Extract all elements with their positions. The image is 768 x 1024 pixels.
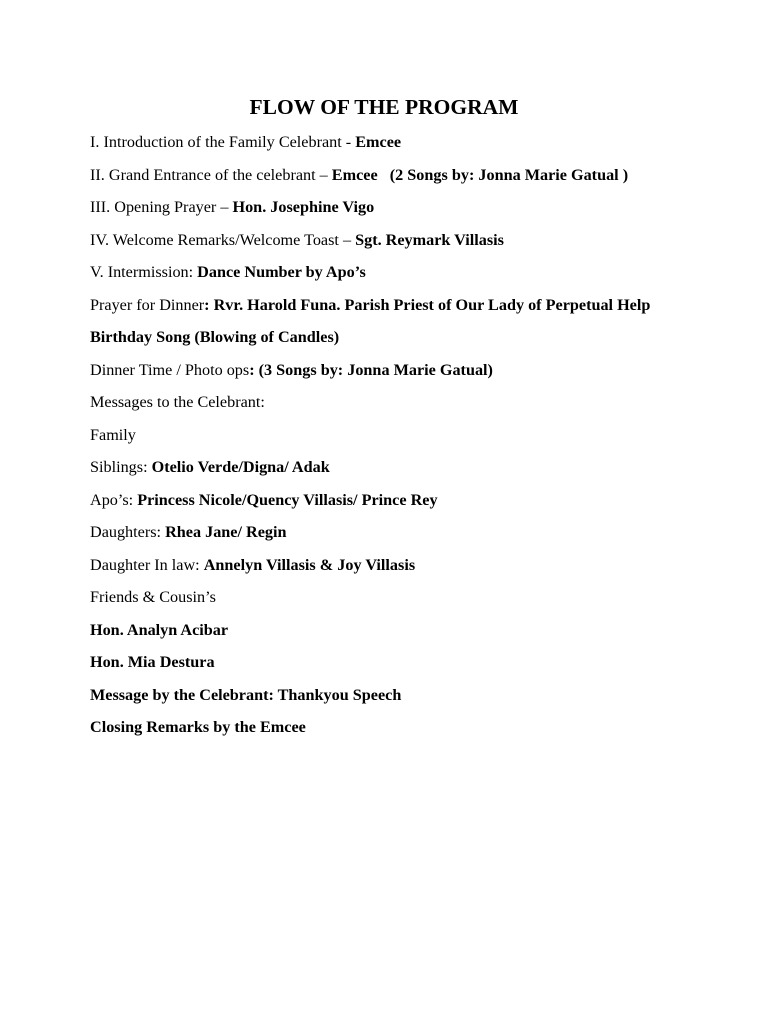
program-item-dinner-time	[90, 359, 690, 381]
item-text: Prayer for Dinner	[90, 295, 205, 314]
item-emphasis: Otelio Verde/Digna/ Adak	[151, 458, 330, 476]
program-item-birthday-song	[90, 326, 690, 348]
item-text: Daughters:	[90, 523, 166, 541]
item-emphasis: Hon. Mia Destura	[90, 653, 215, 671]
program-item-messages-heading	[90, 391, 690, 413]
program-item-family	[90, 424, 690, 446]
item-emphasis: Rhea Jane/ Regin	[165, 523, 287, 541]
item-emphasis: Princess Nicole/Quency Villasis/ Prince Rey	[137, 490, 438, 509]
item-emphasis: Hon. Josephine Vigo	[232, 198, 375, 216]
item-text: II. Grand Entrance of the celebrant –	[90, 165, 332, 184]
item-text: V. Intermission:	[90, 263, 198, 281]
item-emphasis: Emcee (2 Songs by: Jonna Marie Gatual )	[331, 165, 629, 184]
document-title: FLOW OF THE PROGRAM	[249, 95, 519, 119]
program-list	[90, 131, 690, 749]
program-item-mia-destura	[90, 651, 690, 673]
program-item-intermission	[90, 261, 690, 283]
item-text: Messages to the Celebrant:	[90, 393, 265, 411]
item-text: Friends & Cousin’s	[90, 588, 216, 606]
item-text: Apo’s:	[90, 490, 138, 509]
item-text: Daughter In law:	[90, 555, 204, 574]
item-emphasis: Dance Number by Apo’s	[197, 263, 366, 281]
item-emphasis: Annelyn Villasis & Joy Villasis	[203, 555, 416, 574]
program-item-celebrant-message	[90, 684, 690, 706]
item-text: Dinner Time / Photo ops	[90, 360, 250, 379]
item-emphasis: : Rvr. Harold Funa. Parish Priest of Our Lady of Perpetual Help	[204, 295, 651, 314]
program-item-siblings	[90, 456, 690, 478]
program-item-opening-prayer	[90, 196, 690, 218]
program-item-daughters	[90, 521, 690, 543]
item-emphasis: Message by the Celebrant: Thankyou Speech	[90, 685, 402, 704]
program-item-prayer-for-dinner	[90, 294, 690, 316]
program-item-apos	[90, 489, 690, 511]
program-item-daughter-in-law	[90, 554, 690, 576]
item-emphasis: : (3 Songs by: Jonna Marie Gatual)	[249, 360, 493, 379]
item-text: I. Introduction of the Family Celebrant -	[90, 133, 356, 151]
item-emphasis: Sgt. Reymark Villasis	[355, 230, 504, 249]
item-text: Family	[90, 425, 136, 444]
item-emphasis: Hon. Analyn Acibar	[90, 620, 229, 639]
program-item-introduction	[90, 131, 690, 153]
program-item-grand-entrance	[90, 164, 690, 186]
program-item-closing-remarks	[90, 716, 690, 738]
item-text: IV. Welcome Remarks/Welcome Toast –	[90, 230, 356, 249]
item-text: III. Opening Prayer –	[90, 198, 233, 216]
program-item-analyn-acibar	[90, 619, 690, 641]
item-emphasis: Birthday Song (Blowing of Candles)	[90, 328, 340, 346]
program-item-welcome-remarks	[90, 229, 690, 251]
item-text: Siblings:	[90, 458, 152, 476]
item-emphasis: Closing Remarks by the Emcee	[90, 718, 306, 736]
item-emphasis: Emcee	[355, 133, 402, 151]
program-item-friends-cousins	[90, 586, 690, 608]
